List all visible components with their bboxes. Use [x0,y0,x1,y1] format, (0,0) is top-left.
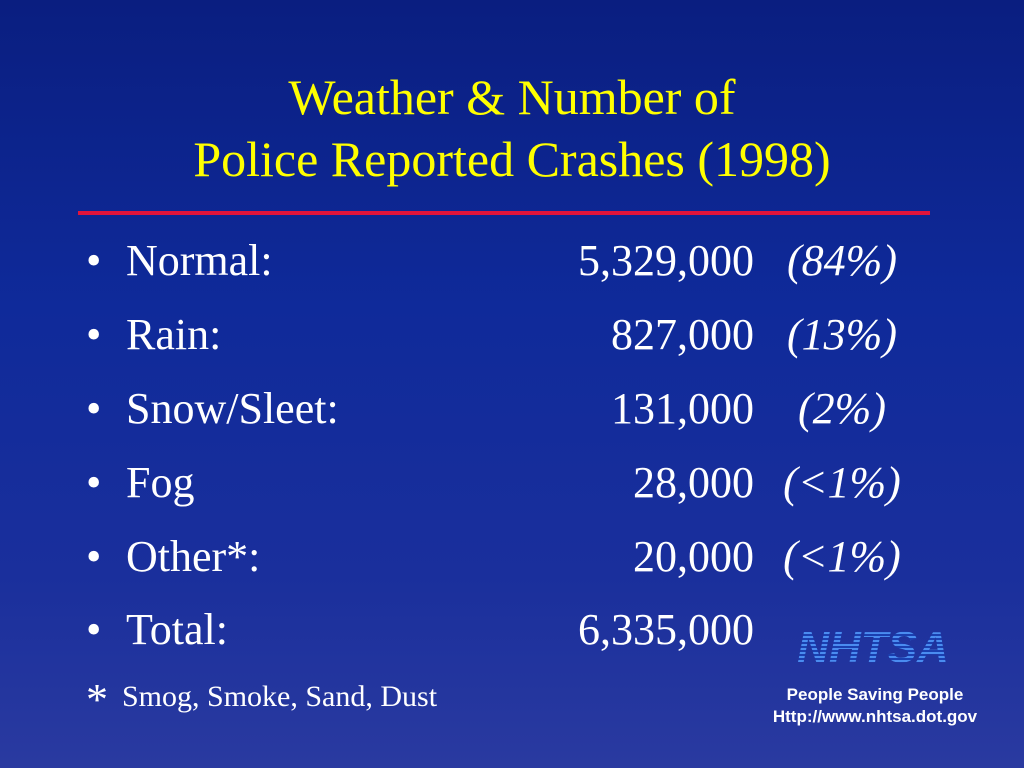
item-label: Snow/Sleet: [126,384,339,433]
item-label: Fog [126,458,195,507]
title-line-2: Police Reported Crashes (1998) [193,131,831,187]
nhtsa-logo [786,624,960,668]
bullet-icon: • [86,236,102,285]
title-divider [78,211,930,215]
list-item-other [0,527,1024,587]
item-label: Other*: [126,532,261,581]
bullet-icon: • [86,458,102,507]
svg-text:NHTSA: NHTSA [797,624,949,668]
item-percent: (13%) [787,310,897,359]
bullet-icon: • [86,310,102,359]
bullet-icon: • [86,384,102,433]
item-value: 827,000 [611,310,754,359]
item-value: 6,335,000 [578,605,754,654]
list-item-rain [0,305,1024,365]
item-percent: (<1%) [783,532,901,581]
list-item-normal [0,231,1024,291]
footnote [86,675,438,724]
item-label: Total: [126,605,229,654]
tagline-people-saving-people: People Saving People [786,685,964,704]
title-line-1: Weather & Number of [288,69,736,125]
list-item-snow-sleet [0,379,1024,439]
list-item-fog [0,453,1024,513]
footnote-text: Smog, Smoke, Sand, Dust [122,680,438,713]
item-value: 28,000 [633,458,754,507]
website-url[interactable]: Http://www.nhtsa.dot.gov [772,707,978,726]
slide-title [0,66,1024,190]
item-percent: (<1%) [783,458,901,507]
bullet-icon: • [86,605,102,654]
item-value: 5,329,000 [578,236,754,285]
item-value: 20,000 [633,532,754,581]
item-label: Normal: [126,236,273,285]
item-label: Rain: [126,310,222,359]
bullet-icon: • [86,532,102,581]
item-value: 131,000 [611,384,754,433]
item-percent: (84%) [787,236,897,285]
footnote-asterisk: * [86,675,108,724]
item-percent: (2%) [798,384,886,433]
